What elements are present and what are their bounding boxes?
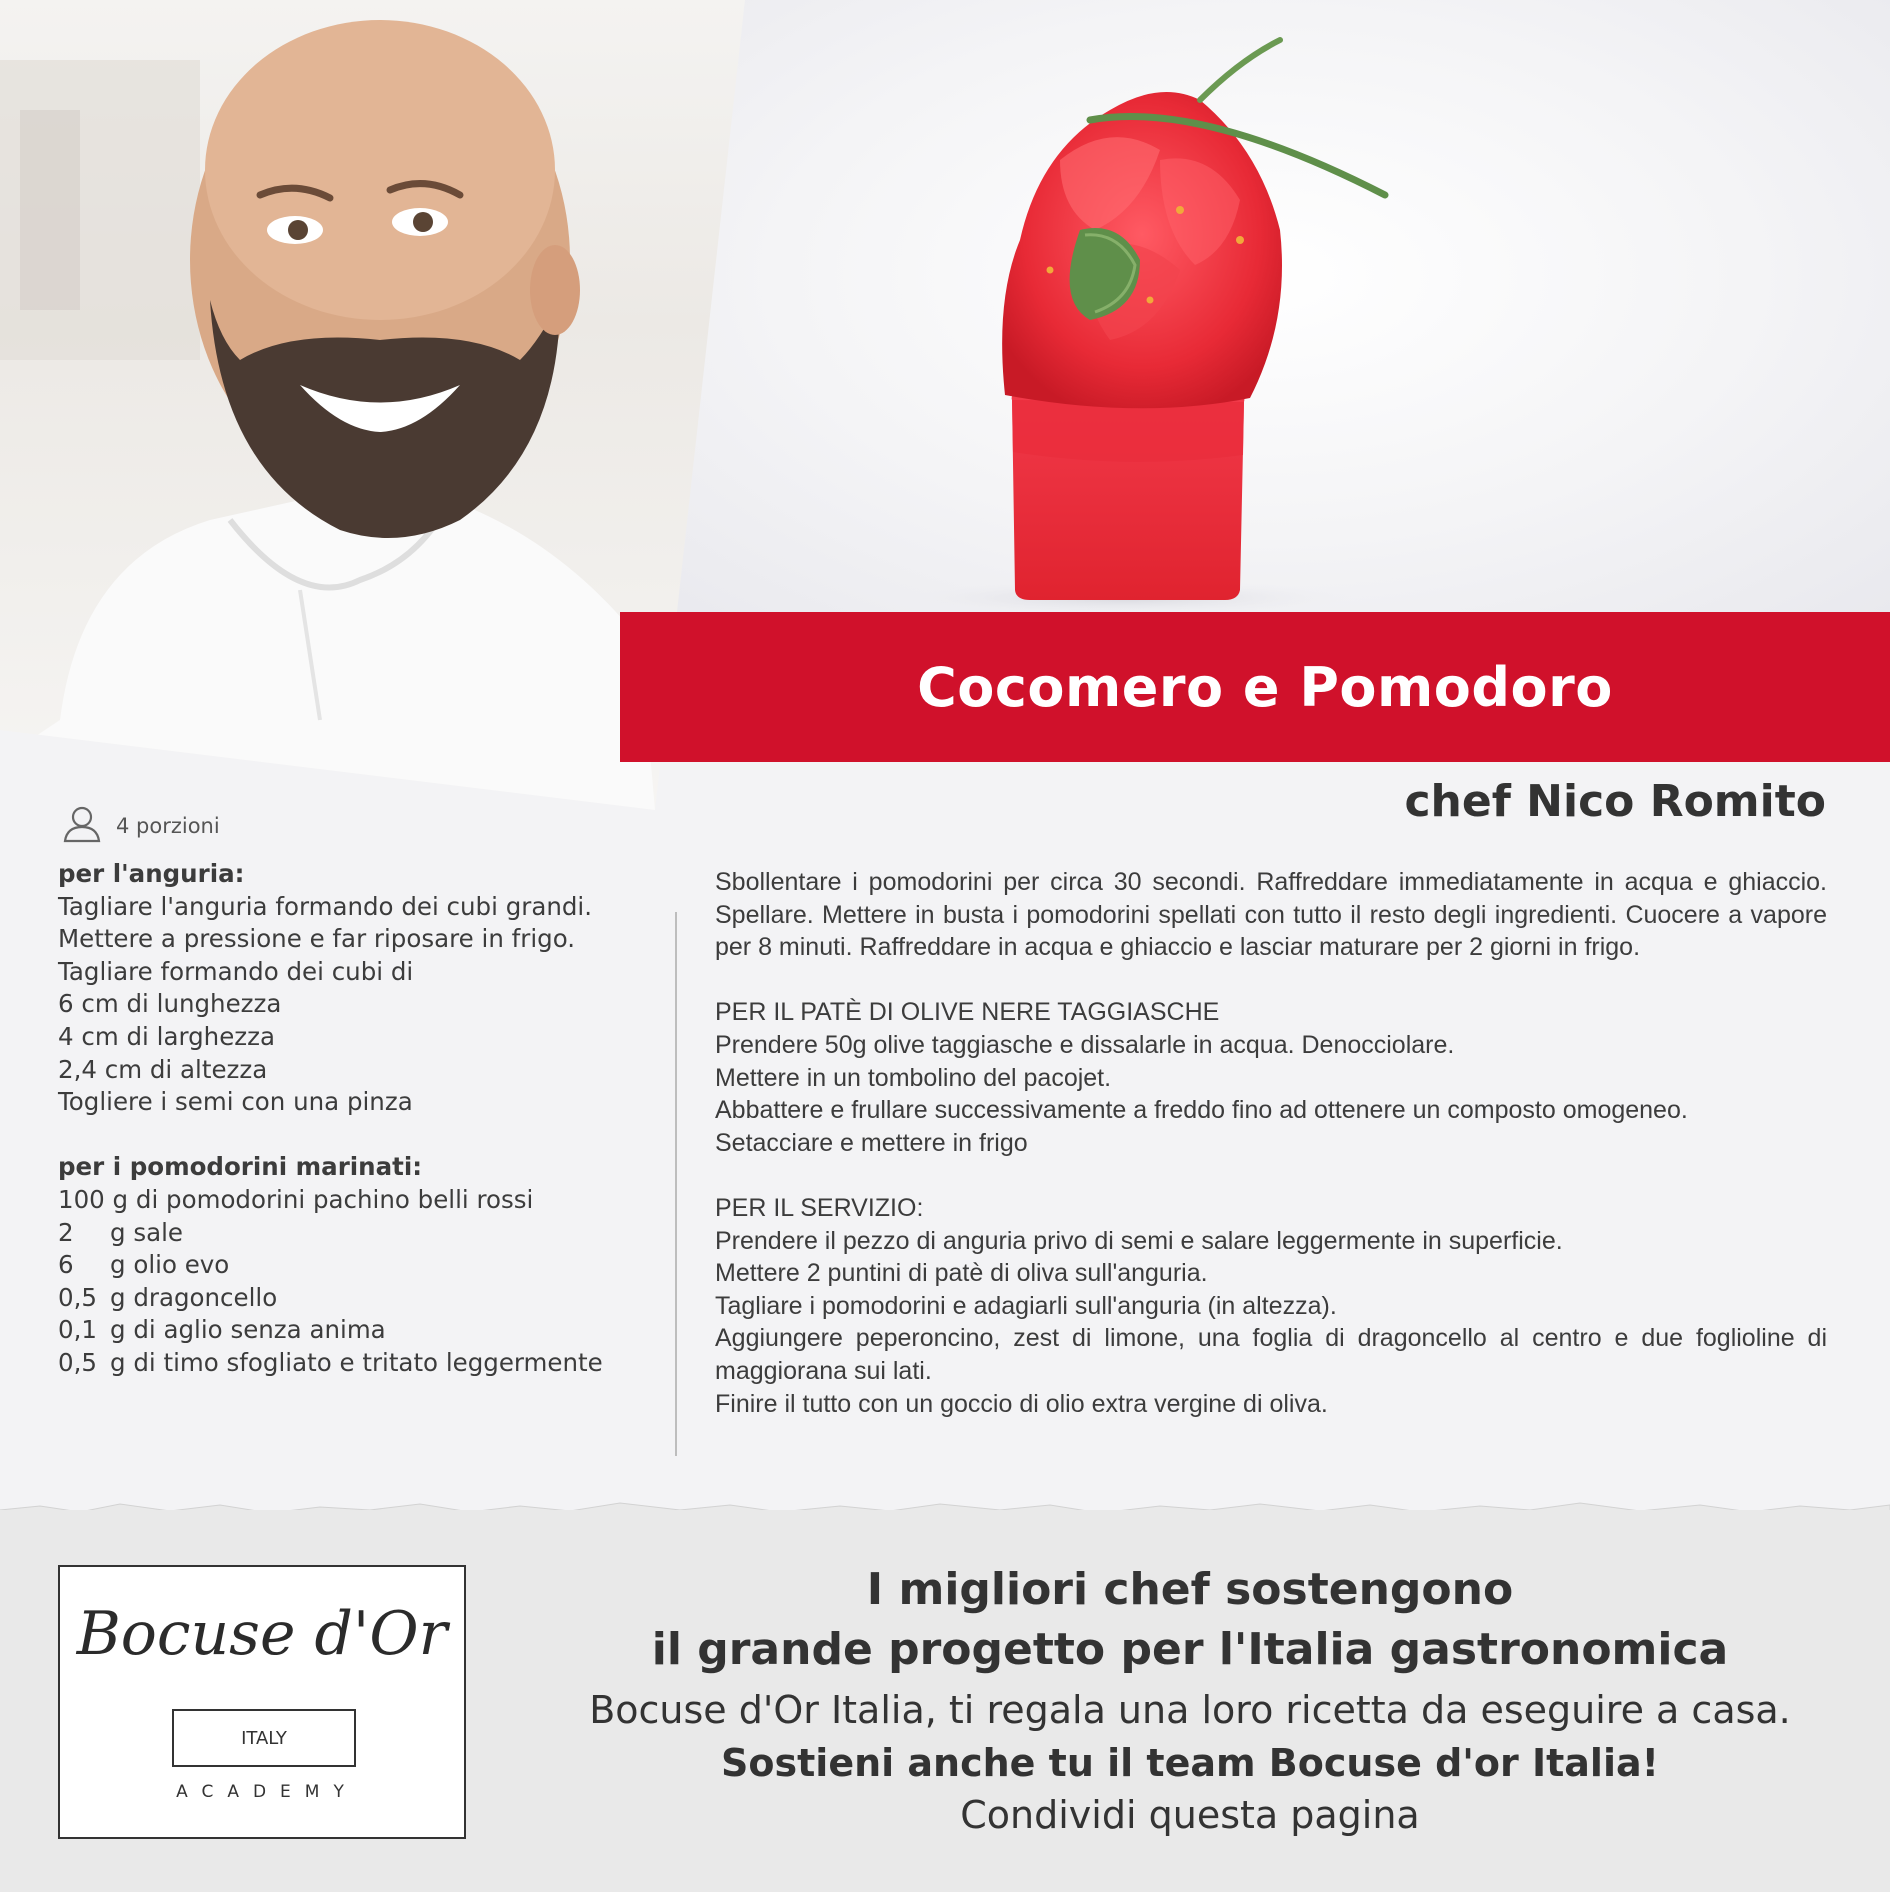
promo-line-4: Sostieni anche tu il team Bocuse d'or Italia! — [721, 1741, 1659, 1785]
ingredient-qty: 0,5 — [58, 1347, 97, 1377]
promo-line-1: I migliori chef sostengono — [866, 1564, 1514, 1615]
share-link[interactable]: Condividi questa pagina — [960, 1793, 1420, 1837]
pate-heading: PER IL PATÈ DI OLIVE NERE TAGGIASCHE — [715, 998, 1220, 1027]
title-band — [620, 612, 1890, 762]
servizio-line: Tagliare i pomodorini e adagiarli sull'anguria (in altezza). — [715, 1291, 1337, 1320]
ingredient-qty: 2 — [58, 1217, 74, 1247]
ingredient-qty: 6 — [58, 1250, 74, 1280]
chef-name: chef Nico Romito — [1404, 776, 1826, 827]
ingredient-desc: g di timo sfogliato e tritato leggermente — [110, 1347, 603, 1377]
ingredient-row — [58, 1347, 658, 1380]
ingredient-qty: 0,5 — [58, 1282, 97, 1312]
dessert-photo — [640, 0, 1890, 612]
promo-line-3: Bocuse d'Or Italia, ti regala una loro ricetta da eseguire a casa. — [589, 1688, 1791, 1732]
servizio-line: Prendere il pezzo di anguria privo di semi e salare leggermente in superficie. — [715, 1226, 1563, 1255]
ingredient-desc: g sale — [110, 1217, 183, 1247]
anguria-line: Togliere i semi con una pinza — [58, 1087, 413, 1117]
ingredient-desc: g olio evo — [110, 1250, 230, 1280]
ingredient-row — [58, 1217, 658, 1250]
servings-label: 4 porzioni — [116, 814, 220, 838]
ingredients-column — [58, 858, 658, 1380]
pate-line: Prendere 50g olive taggiasche e dissalarle in acqua. Denocciolare. — [715, 1030, 1455, 1059]
pomodorini-heading: per i pomodorini marinati: — [58, 1152, 423, 1182]
servizio-line: Mettere 2 puntini di patè di oliva sull'anguria. — [715, 1259, 1208, 1288]
servizio-heading: PER IL SERVIZIO: — [715, 1193, 924, 1222]
logo-script: Bocuse d'Or — [76, 1599, 448, 1669]
pate-line: Setacciare e mettere in frigo — [715, 1128, 1028, 1157]
anguria-line: Tagliare l'anguria formando dei cubi grandi. — [58, 891, 593, 921]
anguria-heading: per l'anguria: — [58, 859, 245, 888]
logo-country: ITALY — [172, 1709, 356, 1767]
anguria-line: 4 cm di larghezza — [58, 1021, 275, 1051]
servings — [62, 806, 220, 846]
servizio-line: Aggiungere peperoncino, zest di limone, una foglia di dragoncello al centro e due foglioline di maggiorana sui lati. — [715, 1324, 1827, 1385]
ingredient-desc: g dragoncello — [110, 1282, 278, 1312]
dessert-illustration — [640, 0, 1890, 612]
method-intro: Sbollentare i pomodorini per circa 30 secondi. Raffreddare immediatamente in acqua e ghiaccio. Spellare. Mettere in busta i pomodorini spellati con tutto il resto degli ingredienti. Cuocere a vapore per 8 minuti. Raffreddare in acqua e ghiaccio e lasciar maturare per 2 giorni in frigo. — [715, 868, 1827, 962]
anguria-line: Mettere a pressione e far riposare in frigo. — [58, 924, 576, 954]
ingredient-row — [58, 1314, 658, 1347]
logo-academy: ACADEMY — [176, 1782, 358, 1802]
method-column — [715, 866, 1827, 1420]
ingredient-row — [58, 1282, 658, 1315]
anguria-line: 6 cm di lunghezza — [58, 989, 282, 1019]
ingredient-desc: g di aglio senza anima — [110, 1315, 386, 1345]
bocuse-dor-logo — [58, 1565, 466, 1839]
pate-line: Mettere in un tombolino del pacojet. — [715, 1063, 1112, 1092]
promo-text — [500, 1560, 1880, 1842]
anguria-line: Tagliare formando dei cubi di — [58, 956, 414, 986]
promo-line-2: il grande progetto per l'Italia gastronomica — [651, 1624, 1729, 1675]
ingredient-row — [58, 1249, 658, 1282]
recipe-title: Cocomero e Pomodoro — [917, 655, 1613, 719]
column-divider — [675, 912, 677, 1456]
pate-line: Abbattere e frullare successivamente a freddo fino ad ottenere un composto omogeneo. — [715, 1096, 1688, 1125]
pomodorini-first-line: 100 g di pomodorini pachino belli rossi — [58, 1184, 534, 1214]
ingredient-qty: 0,1 — [58, 1315, 97, 1345]
user-icon — [62, 805, 102, 848]
servizio-line: Finire il tutto con un goccio di olio extra vergine di oliva. — [715, 1389, 1328, 1418]
anguria-line: 2,4 cm di altezza — [58, 1054, 268, 1084]
